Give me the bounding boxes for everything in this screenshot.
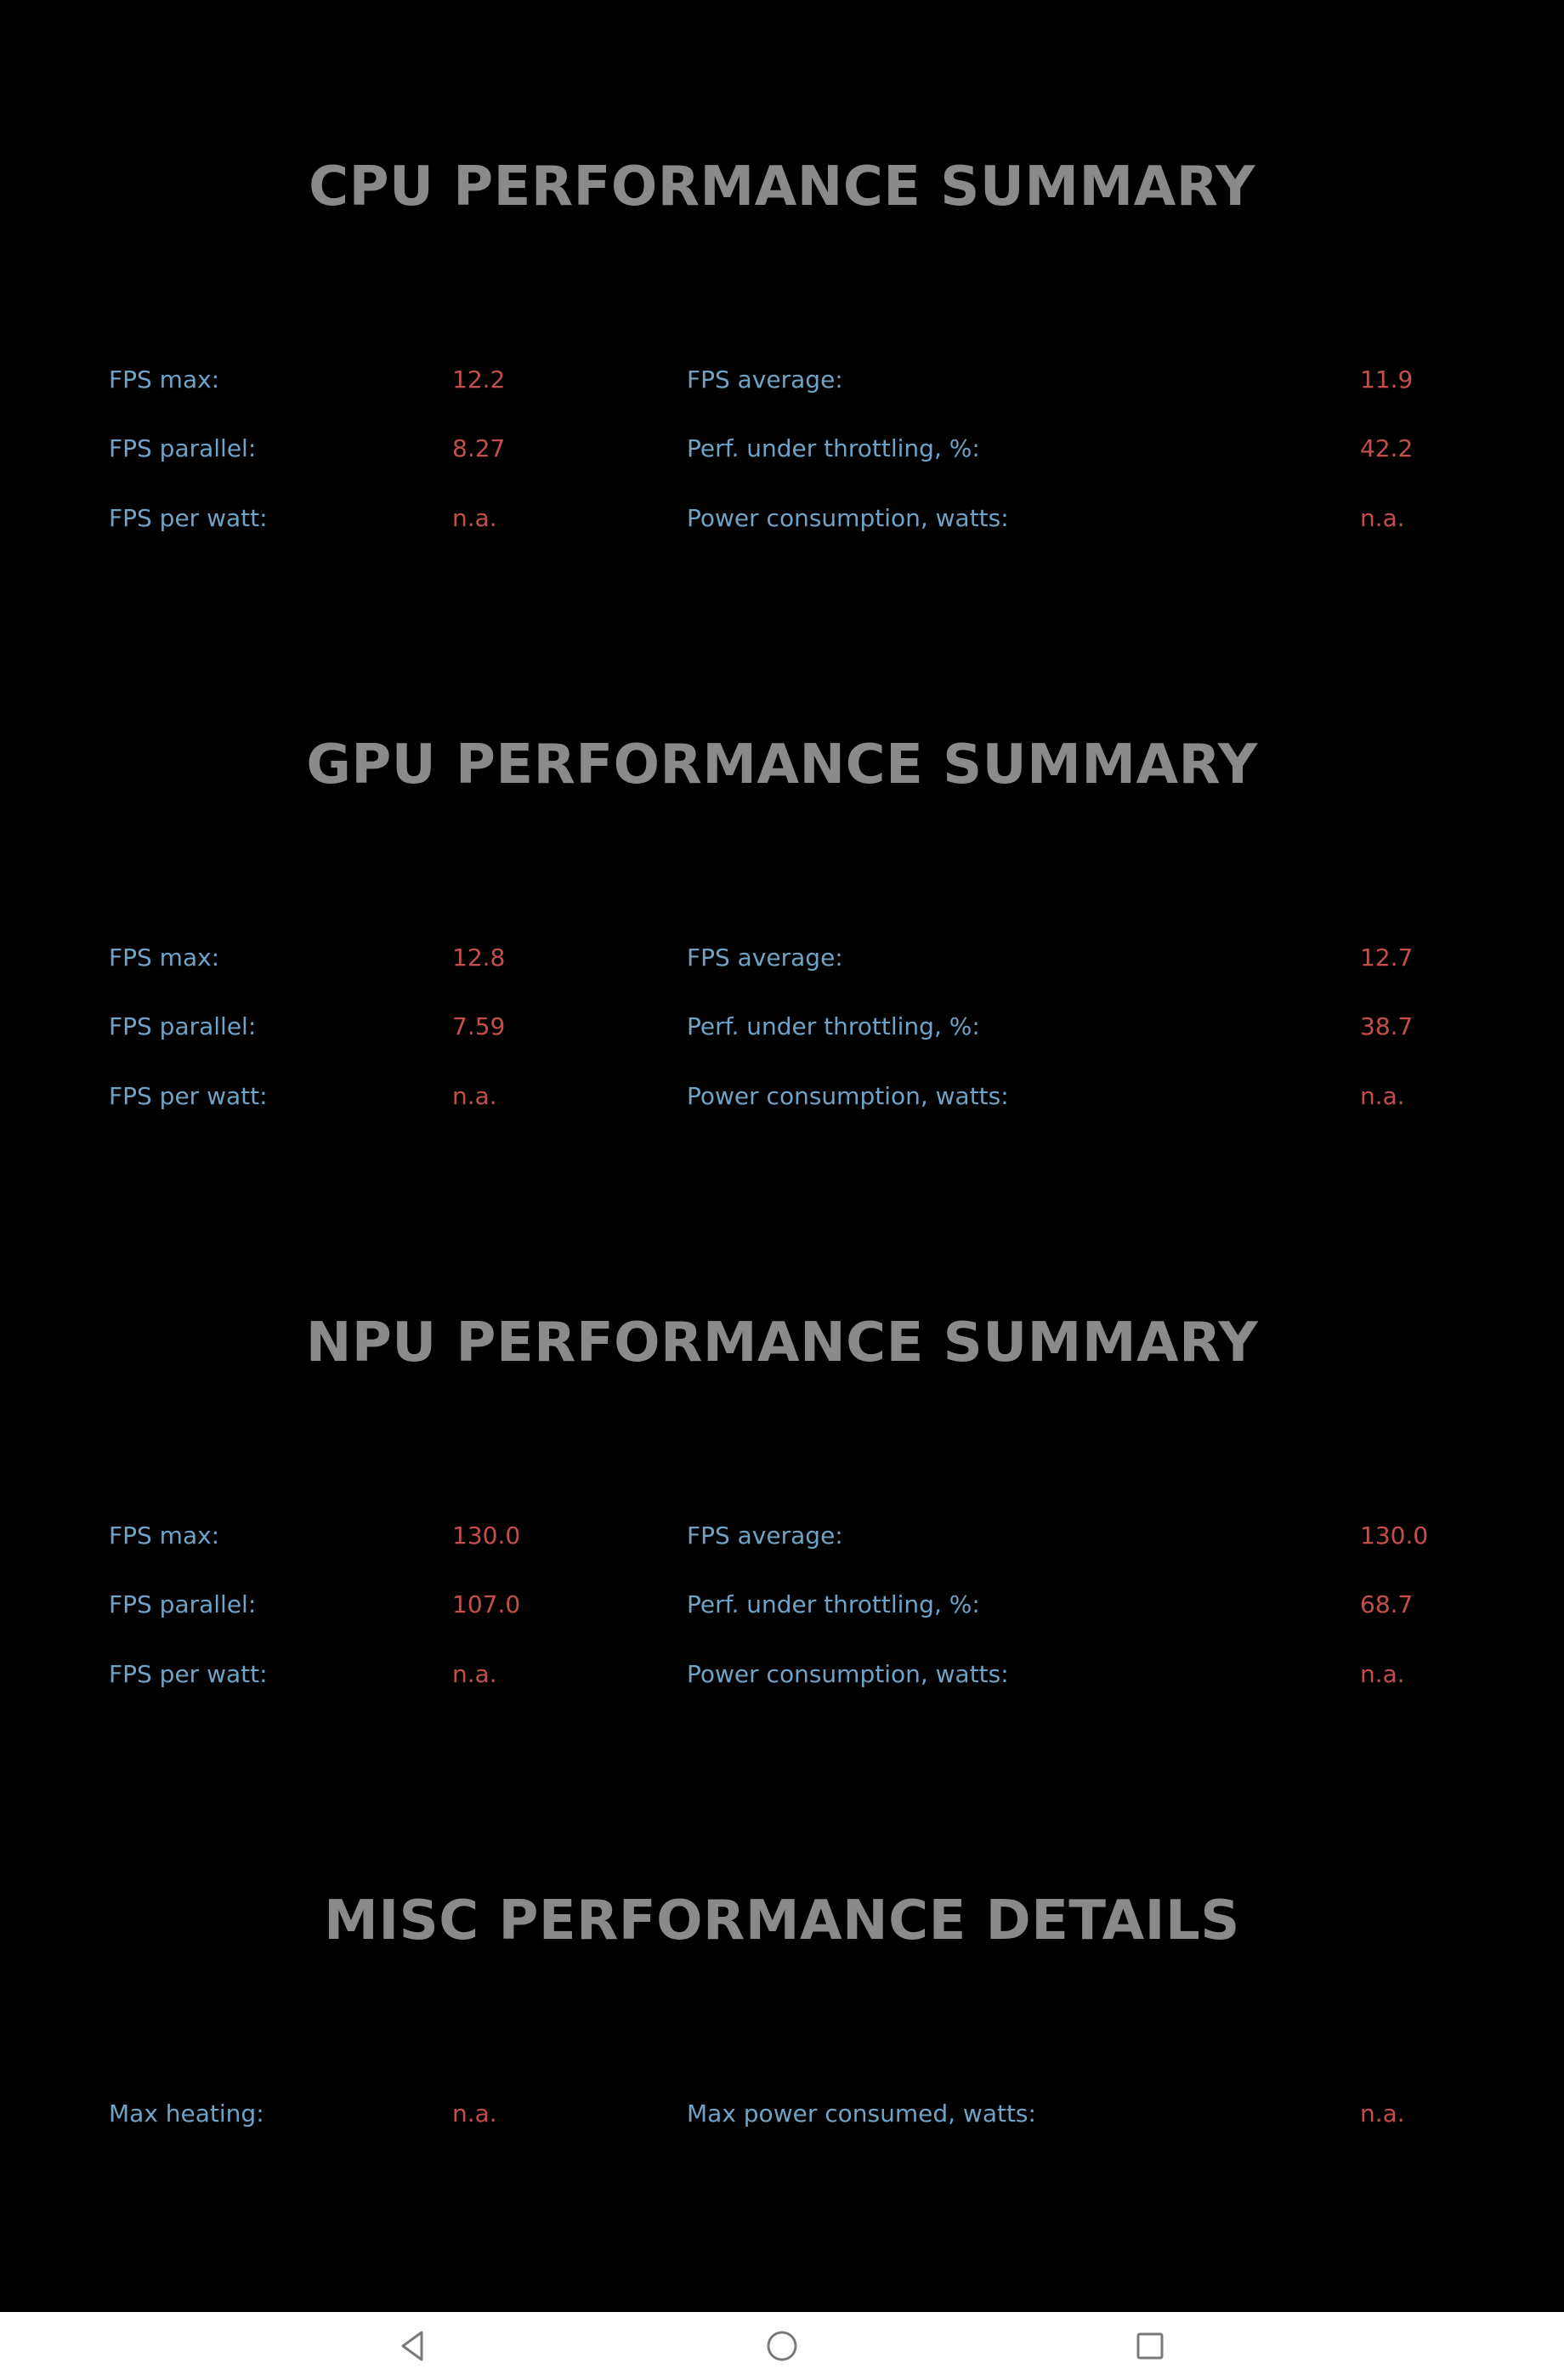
metric-label: FPS per watt: xyxy=(109,1082,268,1110)
metric-label: FPS average: xyxy=(687,944,843,972)
metric-value: n.a. xyxy=(1360,2100,1405,2128)
section-title: MISC PERFORMANCE DETAILS xyxy=(324,1890,1240,1952)
metric-value: 12.8 xyxy=(452,944,506,972)
back-button[interactable] xyxy=(389,2322,437,2370)
recents-button[interactable] xyxy=(1126,2322,1174,2370)
metric-row xyxy=(0,1515,1564,1557)
metric-value: 68.7 xyxy=(1360,1590,1414,1618)
metric-row xyxy=(0,359,1564,401)
metric-label: FPS max: xyxy=(109,944,220,972)
metric-row xyxy=(0,2093,1564,2135)
metric-label: FPS parallel: xyxy=(109,1012,257,1040)
metric-label: FPS average: xyxy=(687,1522,843,1550)
metric-value: n.a. xyxy=(452,1082,497,1110)
metric-label: Perf. under throttling, %: xyxy=(687,1012,980,1040)
metric-row xyxy=(0,1584,1564,1626)
metric-value: n.a. xyxy=(452,1660,497,1688)
metric-row xyxy=(0,1006,1564,1048)
metric-label: FPS parallel: xyxy=(109,434,257,462)
recents-square-icon xyxy=(1133,2329,1167,2363)
metric-row xyxy=(0,497,1564,540)
metric-row xyxy=(0,1075,1564,1118)
metric-value: n.a. xyxy=(452,2100,497,2128)
metric-row xyxy=(0,937,1564,979)
metric-label: Power consumption, watts: xyxy=(687,1660,1009,1688)
metric-value: n.a. xyxy=(1360,1660,1405,1688)
metric-label: Power consumption, watts: xyxy=(687,504,1009,532)
metric-value: 8.27 xyxy=(452,434,506,462)
metric-label: FPS per watt: xyxy=(109,1660,268,1688)
metric-label: FPS parallel: xyxy=(109,1590,257,1618)
section-title: GPU PERFORMANCE SUMMARY xyxy=(306,734,1258,796)
metric-row xyxy=(0,1653,1564,1696)
back-triangle-icon xyxy=(396,2329,430,2363)
metric-value: 42.2 xyxy=(1360,434,1414,462)
metric-label: Perf. under throttling, %: xyxy=(687,1590,980,1618)
metric-label: FPS average: xyxy=(687,366,843,394)
metric-label: Power consumption, watts: xyxy=(687,1082,1009,1110)
metric-value: n.a. xyxy=(1360,1082,1405,1110)
home-circle-icon xyxy=(765,2329,799,2363)
metric-value: 130.0 xyxy=(452,1522,521,1550)
metric-value: 7.59 xyxy=(452,1012,506,1040)
metric-label: FPS max: xyxy=(109,1522,220,1550)
section-title: CPU PERFORMANCE SUMMARY xyxy=(309,156,1255,218)
metric-value: 11.9 xyxy=(1360,366,1414,394)
section-title: NPU PERFORMANCE SUMMARY xyxy=(305,1312,1259,1374)
metric-row xyxy=(0,428,1564,470)
metric-label: Max heating: xyxy=(109,2100,264,2128)
metric-value: 38.7 xyxy=(1360,1012,1414,1040)
metric-label: FPS per watt: xyxy=(109,504,268,532)
metric-label: Max power consumed, watts: xyxy=(687,2100,1036,2128)
metric-value: 12.2 xyxy=(452,366,506,394)
metric-value: n.a. xyxy=(1360,504,1405,532)
metric-label: Perf. under throttling, %: xyxy=(687,434,980,462)
metric-value: 107.0 xyxy=(452,1590,521,1618)
metric-value: n.a. xyxy=(452,504,497,532)
home-button[interactable] xyxy=(758,2322,806,2370)
system-navigation-bar xyxy=(0,2312,1564,2380)
metric-value: 12.7 xyxy=(1360,944,1414,972)
metric-label: FPS max: xyxy=(109,366,220,394)
metric-value: 130.0 xyxy=(1360,1522,1429,1550)
